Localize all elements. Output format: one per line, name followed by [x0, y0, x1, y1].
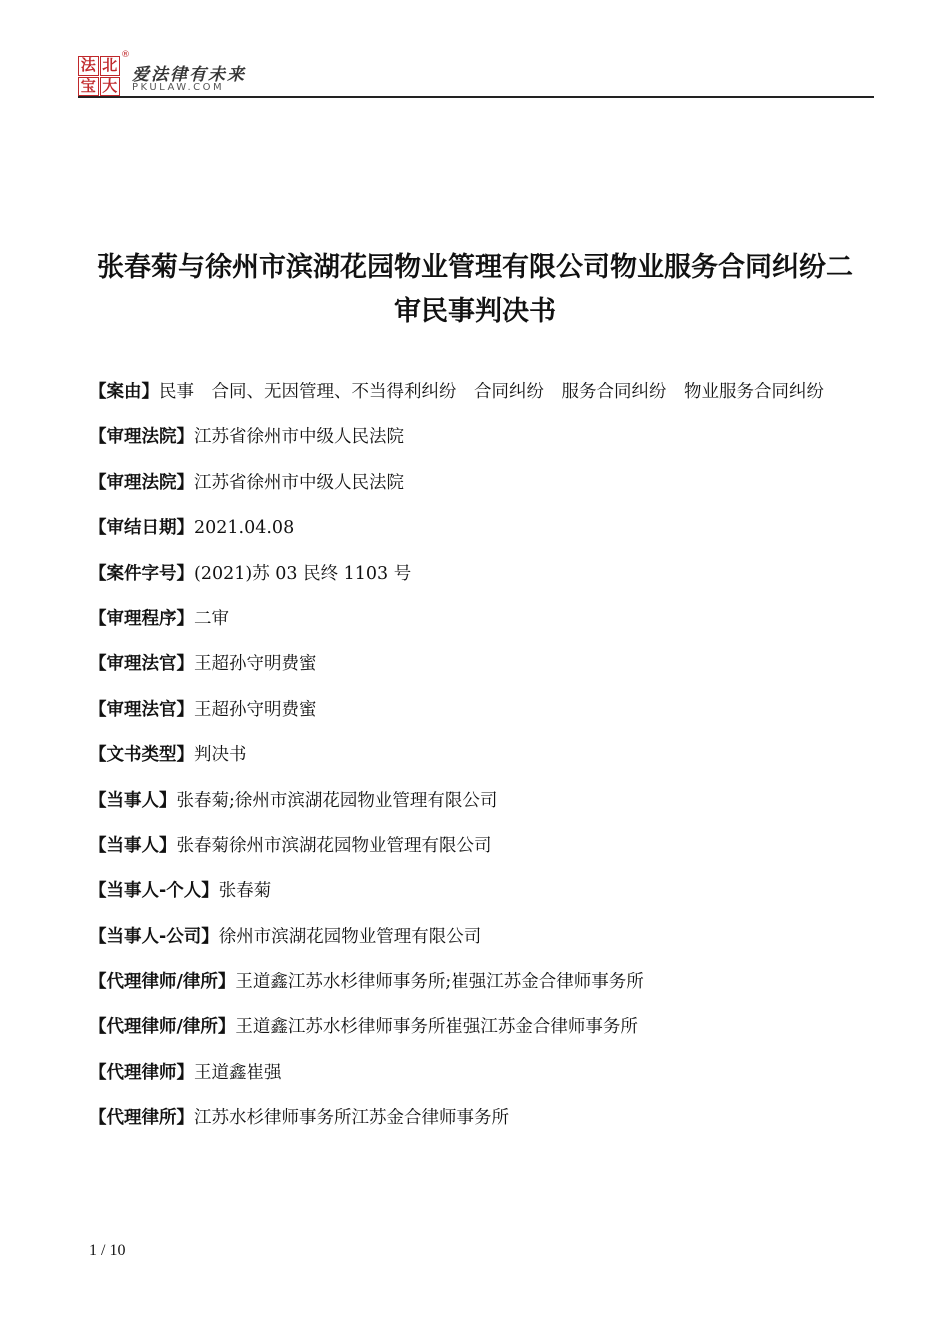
field-label: 【当事人】: [89, 790, 177, 811]
registered-mark: ®: [121, 50, 130, 60]
field-law-firms: [89, 1098, 864, 1138]
logo-slogan: 爱法律有未来: [132, 65, 246, 85]
field-value: 江苏省徐州市中级人民法院: [194, 472, 404, 493]
field-court: [89, 417, 864, 457]
field-label: 【案由】: [89, 382, 159, 402]
field-label: 【审结日期】: [89, 518, 194, 539]
field-value: (2021)苏 03 民终 1103 号: [194, 563, 412, 584]
field-case-number: [89, 554, 864, 594]
field-label: 【审理程序】: [89, 608, 194, 629]
field-label: 【审理法院】: [89, 472, 194, 493]
field-judgment-date: [89, 508, 864, 548]
field-value: 王道鑫江苏水杉律师事务所崔强江苏金合律师事务所: [235, 1017, 638, 1038]
field-label: 【当事人】: [89, 835, 177, 856]
field-label: 【案件字号】: [89, 563, 194, 584]
pkulaw-logo: [78, 56, 120, 96]
field-value: 徐州市滨湖花园物业管理有限公司: [218, 926, 482, 947]
field-value: 判决书: [194, 745, 247, 766]
field-party-company: [89, 917, 864, 957]
field-value: 张春菊;徐州市滨湖花园物业管理有限公司: [176, 790, 498, 811]
field-judges: [89, 690, 864, 730]
document-title: 张春菊与徐州市滨湖花园物业管理有限公司物业服务合同纠纷二审民事判决书: [97, 252, 853, 327]
field-label: 【审理法院】: [89, 427, 194, 448]
field-label: 【当事人-个人】: [89, 881, 219, 902]
field-label: 【审理法官】: [89, 654, 194, 675]
field-procedure: [89, 599, 864, 639]
field-court: [89, 463, 864, 503]
field-label: 【代理律师】: [89, 1062, 194, 1083]
field-value: 2021.04.08: [194, 518, 295, 539]
metadata-list: [89, 372, 864, 1144]
field-cause: [89, 372, 864, 412]
field-lawyers-firms: [89, 962, 864, 1002]
field-label: 【代理律师/律所】: [89, 1017, 236, 1038]
field-parties: [89, 826, 864, 866]
logo-url: PKULAW.COM: [132, 82, 225, 93]
field-lawyers-firms: [89, 1007, 864, 1047]
field-value: 民事 合同、无因管理、不当得利纠纷 合同纠纷 服务合同纠纷 物业服务合同纠纷: [159, 382, 824, 402]
page-number: 1 / 10: [89, 1242, 126, 1259]
field-label: 【审理法官】: [89, 699, 194, 720]
logo-char: 北: [100, 56, 121, 76]
field-value: 江苏省徐州市中级人民法院: [194, 427, 404, 448]
field-label: 【代理律所】: [89, 1108, 194, 1129]
field-label: 【文书类型】: [89, 745, 194, 766]
logo-char: 大: [100, 77, 121, 97]
field-value: 王道鑫崔强: [194, 1062, 282, 1083]
logo-char: 宝: [78, 77, 99, 97]
field-label: 【代理律师/律所】: [89, 972, 236, 993]
field-lawyers: [89, 1053, 864, 1093]
logo-char: 法: [78, 56, 99, 76]
field-value: 王超孙守明费蜜: [194, 654, 317, 675]
field-parties: [89, 781, 864, 821]
field-value: 江苏水杉律师事务所江苏金合律师事务所: [194, 1108, 509, 1129]
field-label: 【当事人-公司】: [89, 926, 219, 947]
field-party-individual: [89, 871, 864, 911]
page-header: [78, 52, 874, 98]
field-judges: [89, 644, 864, 684]
header-divider: [78, 96, 874, 98]
field-value: 张春菊徐州市滨湖花园物业管理有限公司: [176, 835, 492, 856]
field-document-type: [89, 735, 864, 775]
field-value: 王道鑫江苏水杉律师事务所;崔强江苏金合律师事务所: [235, 972, 644, 993]
field-value: 张春菊: [218, 881, 272, 902]
field-value: 王超孙守明费蜜: [194, 699, 317, 720]
field-value: 二审: [194, 608, 229, 629]
